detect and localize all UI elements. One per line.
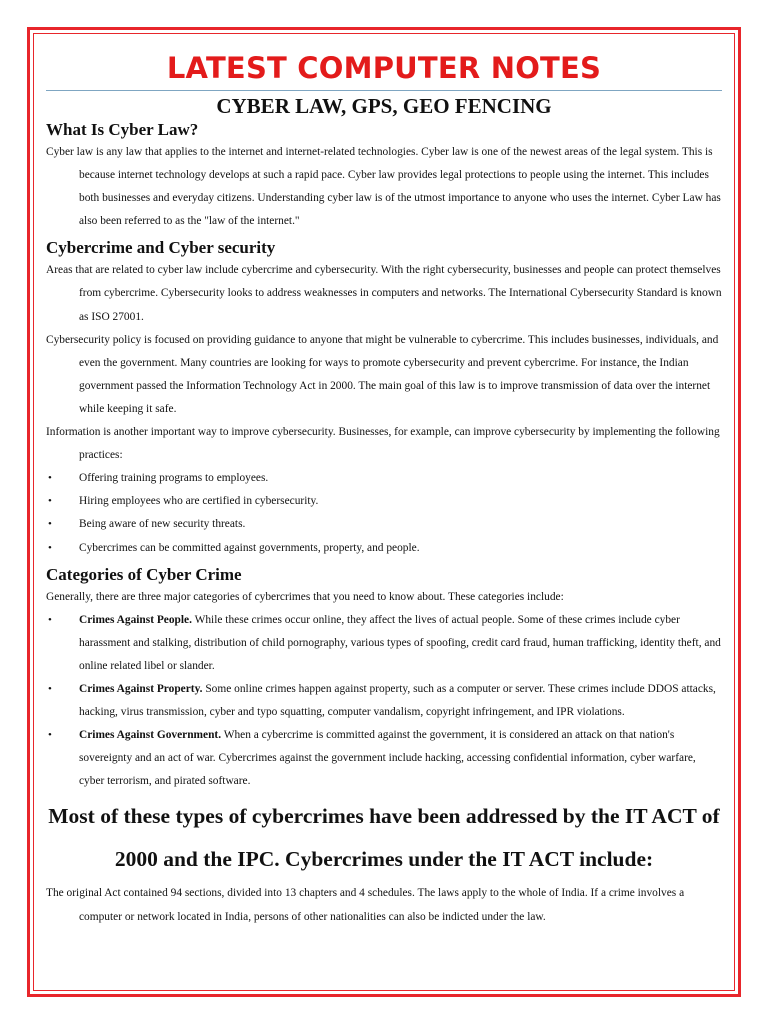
list-item — [46, 678, 722, 724]
list-item — [46, 537, 722, 560]
heading-what-is-cyber-law: What Is Cyber Law? — [46, 120, 199, 139]
bullet-icon: • — [48, 518, 52, 531]
list-item-text: Offering training programs to employees. — [79, 472, 269, 485]
page-title: LATEST COMPUTER NOTES — [166, 51, 602, 85]
category-text: Some online crimes happen against property, such as a computer or server. These crimes include DDOS attacks, hacking, virus transmission, cyber and typo squatting, computer vandalism, copyright infringement, and IPR violations. — [79, 682, 716, 719]
bullet-icon: • — [48, 613, 52, 626]
list-item-text: Cybercrimes can be committed against governments, property, and people. — [79, 541, 420, 554]
paragraph-categories-intro: Generally, there are three major categories of cybercrimes that you need to know about. These categories include: — [46, 590, 564, 603]
page-subtitle: CYBER LAW, GPS, GEO FENCING — [216, 94, 552, 118]
document-body — [46, 48, 722, 929]
heading-categories: Categories of Cyber Crime — [46, 564, 242, 584]
paragraph-cybersecurity-policy: Cybersecurity policy is focused on providing guidance to anyone that might be vulnerable to cybercrime. This includes businesses, individuals, and even the government. Many countries are looking for ways to promote cybersecurity and prevent cybercrime. For instance, the Indian government passed the Information Technology Act in 2000. The main goal of this law is to improve transmission of data over the internet while keeping it safe. — [46, 333, 719, 415]
list-item — [46, 490, 722, 513]
bullet-icon: • — [48, 729, 52, 742]
paragraph-cybersecurity-areas: Areas that are related to cyber law include cybercrime and cybersecurity. With the right cybersecurity, businesses and people can protect themselves from cybercrime. Cybersecurity looks to address weaknesses in computers and networks. The International Cybersecurity Standard is known as ISO 27001. — [46, 264, 722, 323]
list-item — [46, 467, 722, 490]
category-text: When a cybercrime is committed against the government, it is considered an attack on that nation's sovereignty and an act of war. Cybercrimes against the government include hacking, accessing confidential information, cyber warfare, cyber terrorism, and pirated software. — [79, 729, 696, 788]
list-item-text: Hiring employees who are certified in cybersecurity. — [79, 495, 319, 508]
bullet-icon: • — [48, 472, 52, 485]
bullet-icon: • — [48, 495, 52, 508]
category-text: While these crimes occur online, they affect the lives of actual people. Some of these crimes include cyber harassment and stalking, distribution of child pornography, various types of spoofing, credit card fraud, human trafficking, identity theft, and online related libel or slander. — [79, 613, 721, 672]
bullet-icon: • — [48, 682, 52, 695]
paragraph-original-act: The original Act contained 94 sections, divided into 13 chapters and 4 schedules. The laws apply to the whole of India. If a crime involves a computer or network located in India, persons of other nationalities can also be indicted under the law. — [46, 887, 685, 923]
category-term: Crimes Against Property. — [79, 682, 203, 695]
list-item — [46, 724, 722, 793]
bullet-icon: • — [48, 541, 52, 554]
paragraph-cyber-law: Cyber law is any law that applies to the internet and internet-related technologies. Cyber law is one of the newest areas of the legal system. This is because internet technology develops at such a rapid pace. Cyber law provides legal protections to people using the internet. This includes both businesses and everyday citizens. Understanding cyber law is of the utmost importance to anyone who uses the internet. Cyber Law has also been referred to as the "law of the internet." — [46, 146, 721, 228]
title-divider — [46, 90, 722, 91]
category-term: Crimes Against People. — [79, 613, 192, 626]
category-term: Crimes Against Government. — [79, 729, 222, 742]
categories-list — [46, 609, 722, 794]
practices-list — [46, 467, 722, 559]
it-act-statement: Most of these types of cybercrimes have been addressed by the IT ACT of 2000 and the IPC. Cybercrimes under the IT ACT include: — [48, 804, 720, 872]
list-item-text: Being aware of new security threats. — [79, 518, 246, 531]
list-item — [46, 513, 722, 536]
list-item — [46, 609, 722, 678]
heading-cybercrime-security: Cybercrime and Cyber security — [46, 238, 276, 258]
paragraph-information: Information is another important way to improve cybersecurity. Businesses, for example, can improve cybersecurity by implementing the following practices: — [46, 426, 720, 462]
